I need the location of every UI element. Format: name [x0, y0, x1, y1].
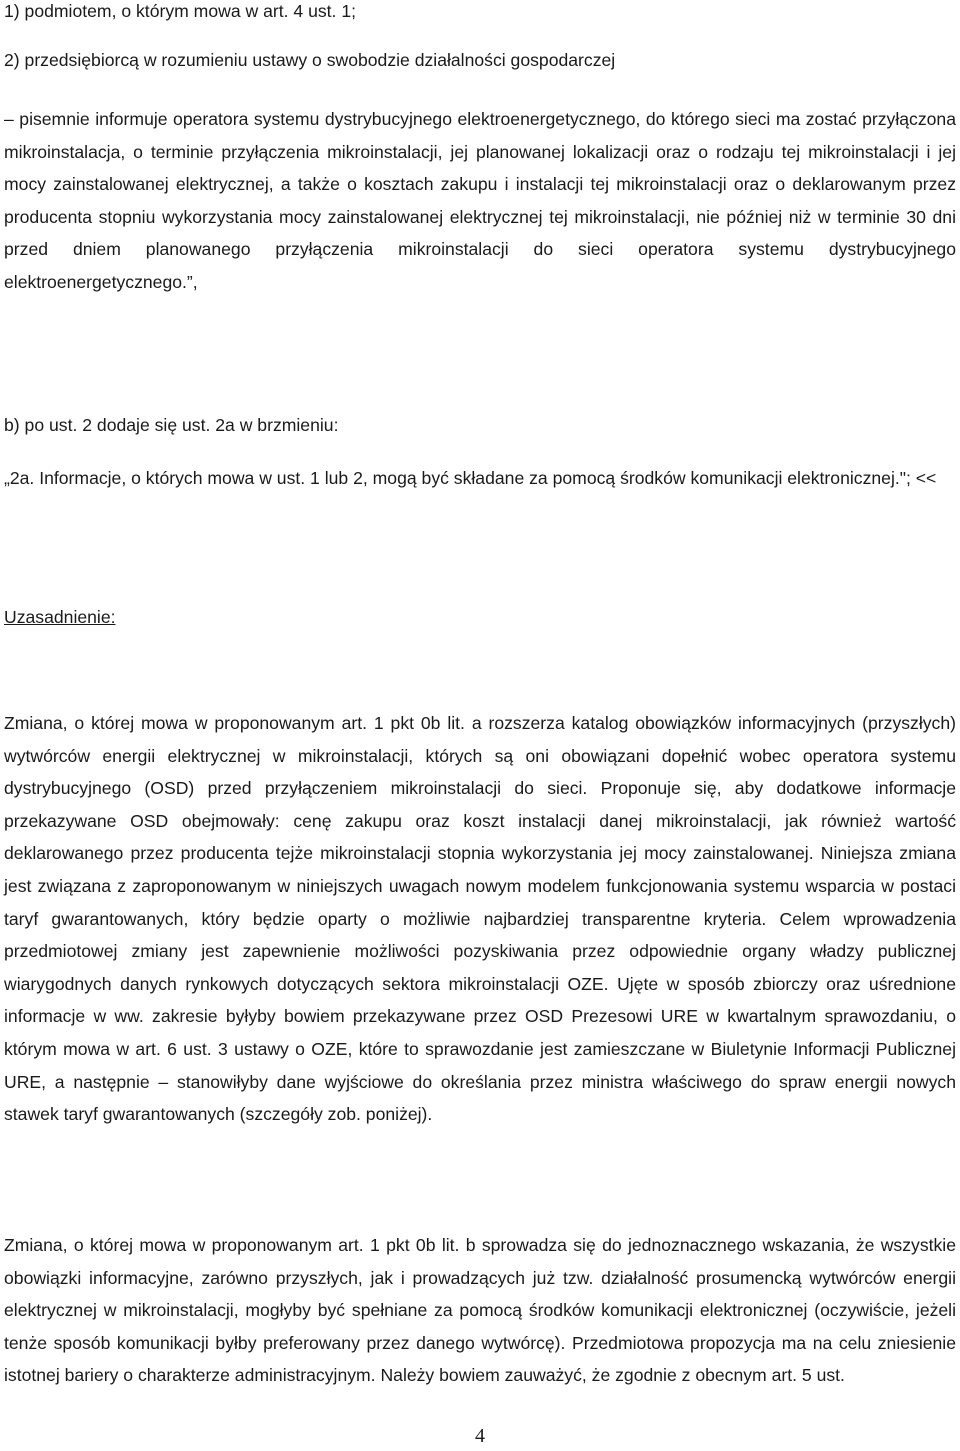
justification-heading: Uzasadnienie:: [4, 607, 116, 627]
justification-paragraph-1: Zmiana, o której mowa w proponowanym art. 1 pkt 0b lit. a rozszerza katalog obowiązków informacyjnych (przyszłych) wytwórców energii elektrycznej w mikroinstalacji, których są oni obowiązani dopełnić wobec operatora systemu dystrybucyjnego (OSD) przed przyłączeniem mikroinstalacji do sieci. Proponuje się, aby dodatkowe informacje przekazywane OSD obejmowały: cenę zakupu oraz koszt instalacji danej mikroinstalacji, jak również wartość deklarowanego przez producenta tejże mikroinstalacji stopnia wykorzystania jej mocy zainstalowanej. Niniejsza zmiana jest związana z zaproponowanym w niniejszych uwagach nowym modelem funkcjonowania systemu wsparcia w postaci taryf gwarantowanych, który będzie oparty o możliwie najbardziej transparentne kryteria. Celem wprowadzenia przedmiotowej zmiany jest zapewnienie możliwości pozyskiwania przez odpowiednie organy władzy publicznej wiarygodnych danych rynkowych dotyczących sektora mikroinstalacji OZE. Ujęte w sposób zbiorczy oraz uśrednione informacje w ww. zakresie byłyby bowiem przekazywane przez OSD Prezesowi URE w kwartalnym sprawozdaniu, o którym mowa w art. 6 ust. 3 ustawy o OZE, które to sprawozdanie jest zamieszczane w Biuletynie Informacji Publicznej URE, a następnie – stanowiłyby dane wyjściowe do określania przez ministra właściwego do spraw energii nowych stawek taryf gwarantowanych (szczegóły zob. poniżej).: [4, 713, 956, 1125]
amendment-body-paragraph: – pisemnie informuje operatora systemu dystrybucyjnego elektroenergetycznego, do którego sieci ma zostać przyłączona mikroinstalacja, o terminie przyłączenia mikroinstalacji, jej planowanej lokalizacji oraz o rodzaju tej mikroinstalacji i jej mocy zainstalowanej elektrycznej, a także o kosztach zakupu i instalacji tej mikroinstalacji oraz o deklarowanym przez producenta stopniu wykorzystania mocy zainstalowanej elektrycznej tej mikroinstalacji, nie później niż w terminie 30 dni przed dniem planowanego przyłączenia mikroinstalacji do sieci operatora systemu dystrybucyjnego elektroenergetycznego.”,: [4, 109, 956, 292]
page-number: 4: [475, 1425, 485, 1447]
list-item-1: 1) podmiotem, o którym mowa w art. 4 ust. 1;: [4, 1, 356, 21]
amendment-2a-paragraph: „2a. Informacje, o których mowa w ust. 1 lub 2, mogą być składane za pomocą środków komunikacji elektronicznej."; <<: [4, 468, 937, 488]
justification-paragraph-2: Zmiana, o której mowa w proponowanym art. 1 pkt 0b lit. b sprowadza się do jednoznacznego wskazania, że wszystkie obowiązki informacyjne, zarówno przyszłych, jak i prowadzących już tzw. działalność prosumencką wytwórców energii elektrycznej w mikroinstalacji, mogłyby być spełniane za pomocą środków komunikacji elektronicznej (oczywiście, jeżeli tenże sposób komunikacji byłby preferowany przez danego wytwórcę). Przedmiotowa propozycja ma na celu zniesienie istotnej bariery o charakterze administracyjnym. Należy bowiem zauważyć, że zgodnie z obecnym art. 5 ust.: [4, 1235, 956, 1386]
amendment-point-b: b) po ust. 2 dodaje się ust. 2a w brzmieniu:: [4, 415, 339, 435]
list-item-2: 2) przedsiębiorcą w rozumieniu ustawy o swobodzie działalności gospodarczej: [4, 50, 616, 70]
